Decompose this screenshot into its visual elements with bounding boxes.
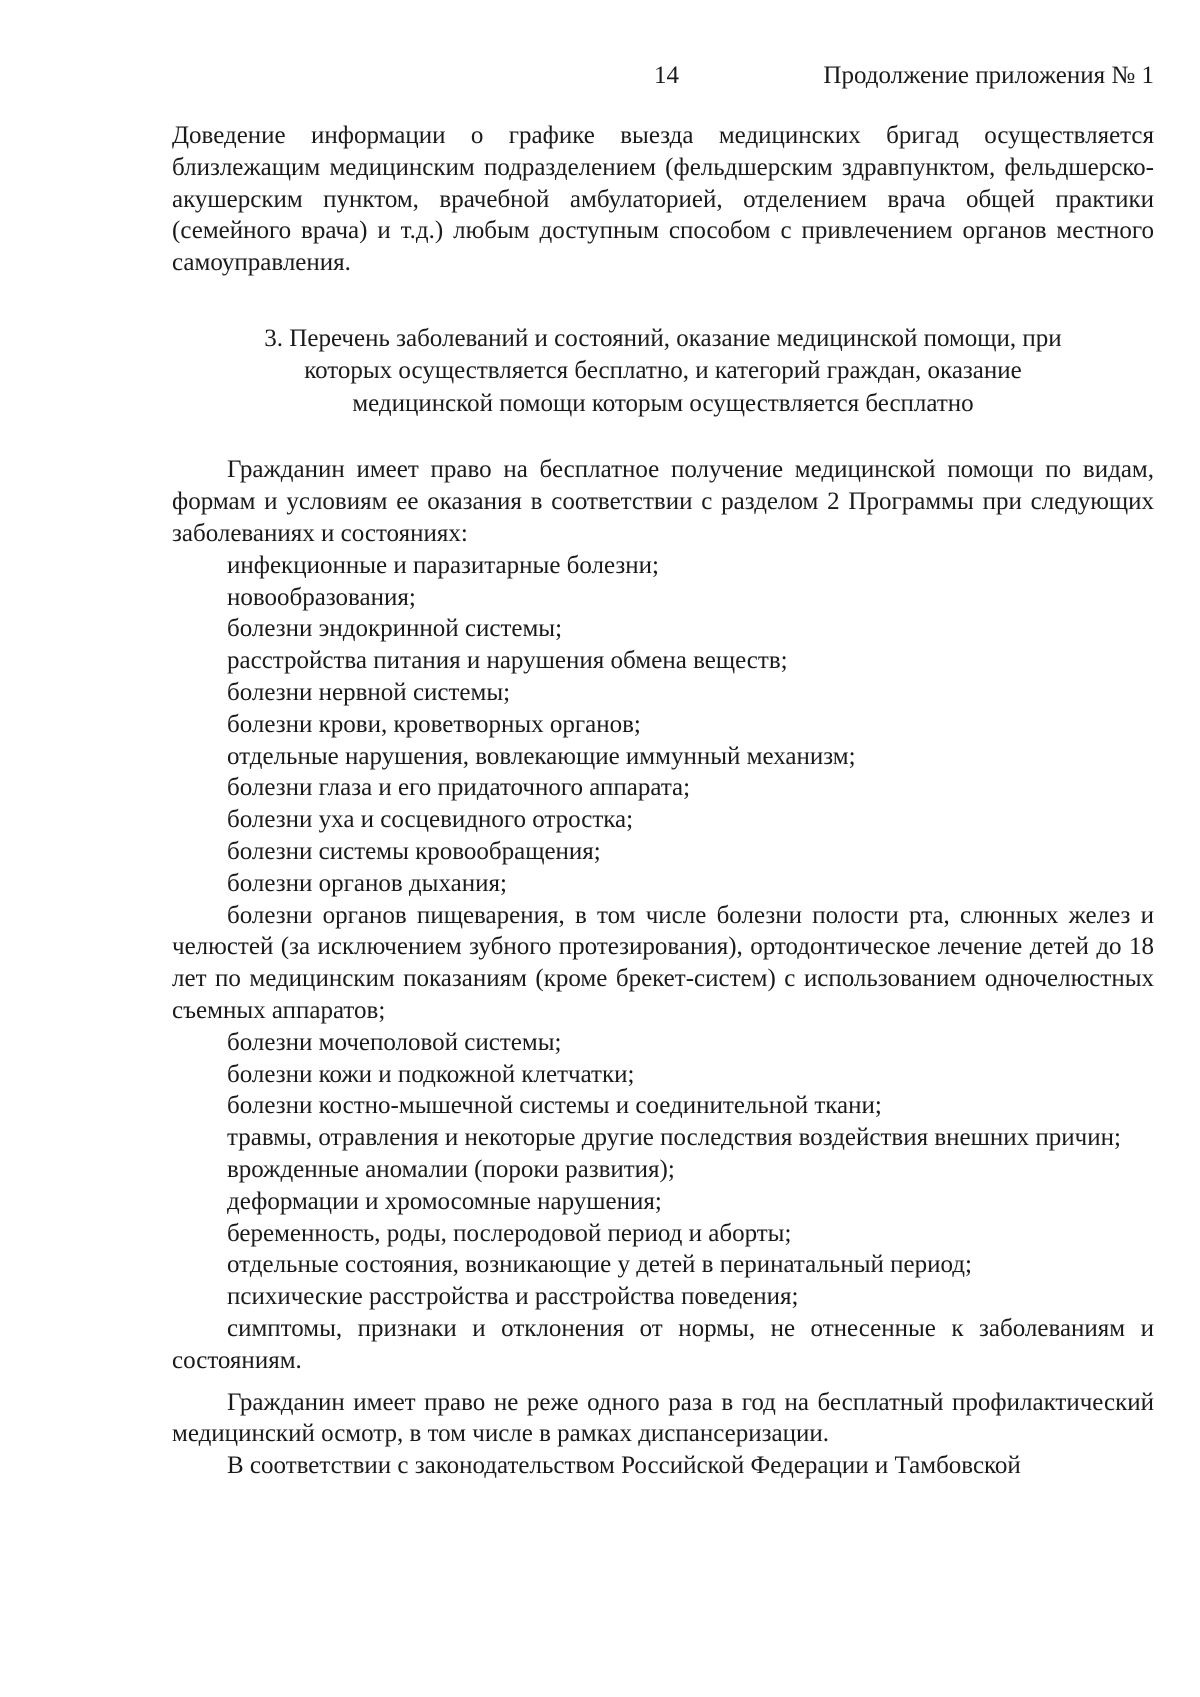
list-item: болезни нервной системы; [227, 679, 511, 707]
list-item: болезни глаза и его придаточного аппарата; [227, 774, 691, 802]
list-item: врожденные аномалии (пороки развития); [227, 1156, 675, 1184]
list-item: деформации и хромосомные нарушения; [227, 1187, 662, 1215]
list-item: травмы, отравления и некоторые другие последствия воздействия внешних причин; [227, 1124, 1121, 1152]
list-item: отдельные состояния, возникающие у детей в перинатальный период; [227, 1251, 972, 1279]
page-header [0, 62, 1200, 96]
list-item: болезни кожи и подкожной клетчатки; [227, 1060, 635, 1088]
list-item: болезни мочеполовой системы; [227, 1028, 562, 1056]
page-number: 14 [654, 62, 679, 89]
checkup-paragraph: Гражданин имеет право не реже одного раза в год на бесплатный профилактический медицинский осмотр, в том числе в рамках диспансеризации. [172, 1388, 1154, 1448]
section-title: 3. Перечень заболеваний и состояний, оказание медицинской помощи, при которых осуществляется бесплатно, и категорий граждан, оказание медицинской помощи которым осуществляется бесплатно [264, 324, 1062, 417]
list-item: болезни крови, кроветворных органов; [227, 710, 641, 738]
list-item: новообразования; [227, 583, 416, 611]
lead-paragraph: Гражданин имеет право на бесплатное получение медицинской помощи по видам, формам и условиям ее оказания в соответствии с разделом 2 Программы при следующих заболеваниях и состояниях: [172, 456, 1154, 548]
list-item: симптомы, признаки и отклонения от нормы, не отнесенные к заболеваниям и состояниям. [172, 1315, 1154, 1374]
list-item: расстройства питания и нарушения обмена веществ; [227, 647, 788, 675]
final-paragraph: В соответствии с законодательством Российской Федерации и Тамбовской [227, 1452, 1021, 1480]
intro-paragraph: Доведение информации о графике выезда медицинских бригад осуществляется близлежащим медицинским подразделением (фельдшерским здравпунктом, фельдшерско-акушерским пунктом, врачебной амбулаторией, отделением врача общей практики (семейного врача) и т.д.) любым доступным способом с привлечением органов местного самоуправления. [172, 122, 1154, 277]
list-item: болезни системы кровообращения; [227, 838, 601, 866]
document-body [172, 120, 1154, 1482]
list-item: психические расстройства и расстройства поведения; [227, 1283, 799, 1311]
list-item: инфекционные и паразитарные болезни; [227, 551, 660, 579]
list-item: болезни уха и сосцевидного отростка; [227, 806, 634, 834]
list-item: болезни органов пищеварения, в том числе болезни полости рта, слюнных желез и челюстей (за исключением зубного протезирования), ортодонтическое лечение детей до 18 лет по медицинским показаниям (кроме брекет-систем) с использованием одночелюстных съемных аппаратов; [172, 901, 1154, 1025]
list-item: болезни эндокринной системы; [227, 615, 563, 643]
list-item: болезни органов дыхания; [227, 869, 507, 897]
conditions-list [172, 550, 1154, 1377]
list-item: отдельные нарушения, вовлекающие иммунный механизм; [227, 742, 856, 770]
list-item: беременность, роды, послеродовой период и аборты; [227, 1219, 792, 1247]
list-item: болезни костно-мышечной системы и соединительной ткани; [227, 1092, 882, 1120]
continuation-label: Продолжение приложения № 1 [823, 62, 1154, 89]
